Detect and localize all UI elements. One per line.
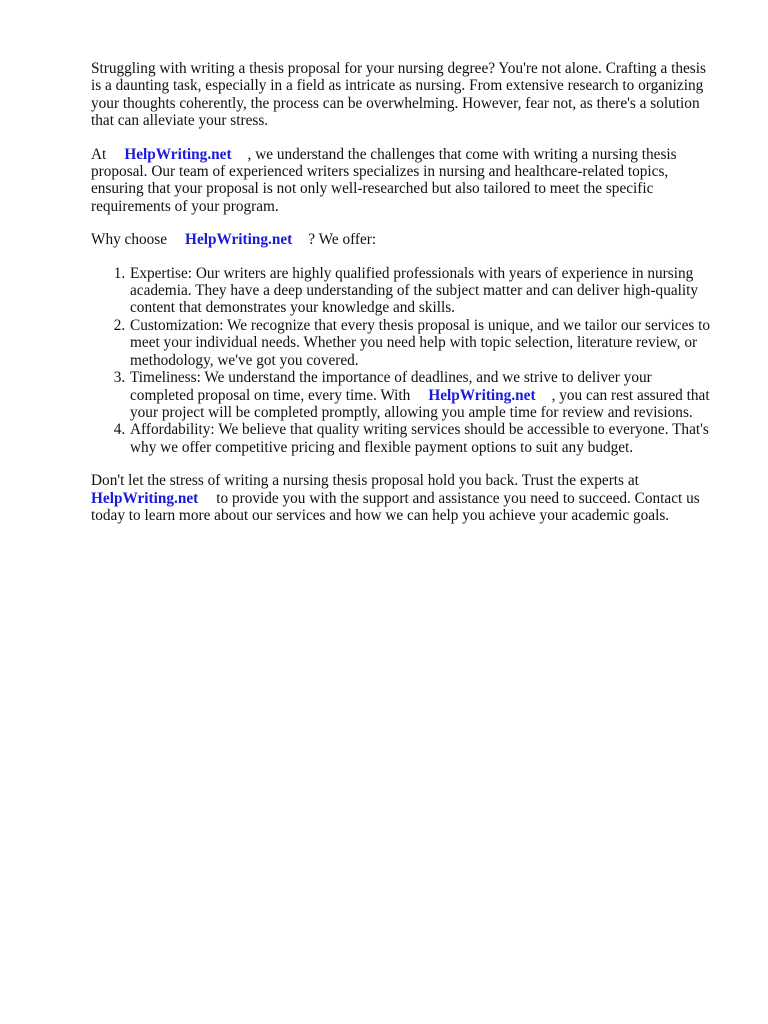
offers-list <box>91 265 716 456</box>
offer-item-affordability <box>129 421 716 456</box>
closing-text-after: to provide you with the support and assistance you need to succeed. Contact us today to learn more about our services and how we can help you achieve your academic goals. <box>91 489 700 524</box>
why-text-after: ? We offer: <box>308 231 377 249</box>
intro-paragraph <box>91 60 716 130</box>
about-text-after: , we understand the challenges that come with writing a nursing thesis proposal. Our team of experienced writers specializes in nursing and healthcare-related topics, ensuring that your proposal is not only well-researched but also tailored to meet the specific requirements of your program. <box>91 145 677 215</box>
intro-text: Struggling with writing a thesis proposal for your nursing degree? You're not alone. Crafting a thesis is a daunting task, especially in a field as intricate as nursing. From extensive research to organizing your thoughts coherently, the process can be overwhelming. However, fear not, as there's a solution that can alleviate your stress. <box>91 60 706 130</box>
document-page <box>91 60 716 540</box>
helpwriting-link-timeliness[interactable]: HelpWriting.net <box>428 386 536 404</box>
closing-paragraph <box>91 472 716 524</box>
offer-text: Customization: We recognize that every thesis proposal is unique, and we tailor our services to meet your individual needs. Whether you need help with topic selection, literature review, or methodology, we've got you covered. <box>130 316 711 369</box>
closing-text-before: Don't let the stress of writing a nursing thesis proposal hold you back. Trust the experts at <box>91 472 639 490</box>
offer-text: Expertise: Our writers are highly qualified professionals with years of experience in nursing academia. They have a deep understanding of the subject matter and can deliver high-quality content that demonstrates your knowledge and skills. <box>130 264 699 317</box>
offer-text-after: , you can rest assured that your project will be completed promptly, allowing you ample time for review and revisions. <box>130 386 710 421</box>
offer-item-timeliness <box>129 369 716 421</box>
helpwriting-link-why[interactable]: HelpWriting.net <box>185 231 293 249</box>
why-paragraph <box>91 231 716 248</box>
helpwriting-link-closing[interactable]: HelpWriting.net <box>91 489 199 507</box>
offer-text: Affordability: We believe that quality writing services should be accessible to everyone. That's why we offer competitive pricing and flexible payment options to suit any budget. <box>130 421 709 456</box>
helpwriting-link-about[interactable]: HelpWriting.net <box>124 145 232 163</box>
offer-item-customization <box>129 317 716 369</box>
offer-item-expertise <box>129 265 716 317</box>
about-text-before: At <box>91 145 107 163</box>
why-text-before: Why choose <box>91 231 168 249</box>
about-paragraph <box>91 146 716 216</box>
offer-text-before: Timeliness: We understand the importance of deadlines, and we strive to deliver your completed proposal on time, every time. With <box>130 369 652 404</box>
